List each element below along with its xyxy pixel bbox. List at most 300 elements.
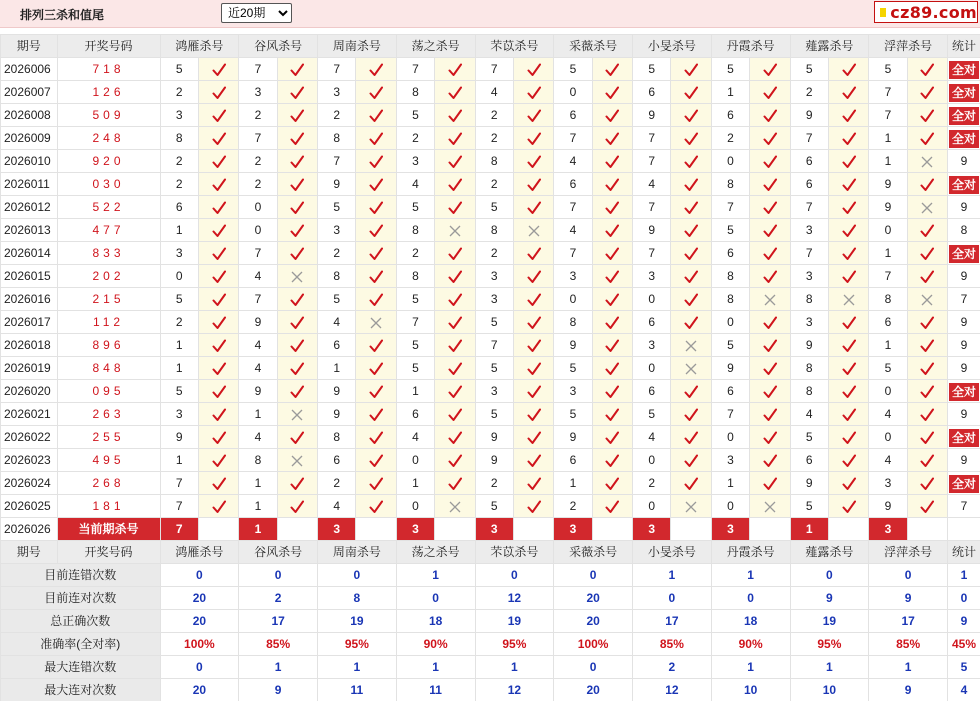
check-icon [842, 86, 856, 100]
check-icon [684, 109, 698, 123]
check-icon [448, 454, 462, 468]
kill-number-cell: 3 [160, 403, 198, 426]
issue-cell: 2026021 [1, 403, 58, 426]
stat-cell: 9 [948, 357, 980, 380]
cross-icon [291, 409, 303, 421]
kill-number-cell: 6 [790, 173, 828, 196]
stat-total: 45% [948, 633, 980, 656]
kill-number-cell: 2 [239, 104, 277, 127]
result-mark-cell [513, 150, 553, 173]
stat-value: 0 [633, 587, 712, 610]
kill-number-cell: 3 [475, 288, 513, 311]
check-icon [290, 339, 304, 353]
result-mark-cell [435, 288, 475, 311]
check-icon [605, 224, 619, 238]
kill-number-cell: 4 [396, 426, 434, 449]
stat-value: 18 [711, 610, 790, 633]
kill-number-cell: 1 [239, 472, 277, 495]
logo-square-icon [880, 8, 886, 17]
result-mark-cell [907, 58, 947, 81]
result-mark-cell [277, 495, 317, 518]
kill-number-cell: 9 [475, 449, 513, 472]
draw-number-cell: 833 [57, 242, 160, 265]
check-icon [842, 178, 856, 192]
issue-cell: 2026015 [1, 265, 58, 288]
kill-number-cell: 5 [396, 288, 434, 311]
result-mark-cell [907, 265, 947, 288]
kill-number-cell: 5 [475, 495, 513, 518]
current-kill-number: 7 [160, 518, 198, 541]
check-icon [212, 247, 226, 261]
kill-number-cell: 5 [475, 196, 513, 219]
kill-number-cell: 9 [239, 311, 277, 334]
result-mark-cell [513, 265, 553, 288]
check-icon [763, 201, 777, 215]
result-mark-cell [592, 58, 632, 81]
check-icon [369, 454, 383, 468]
stat-value: 100% [160, 633, 239, 656]
kill-number-cell: 5 [790, 58, 828, 81]
current-kill-number: 3 [633, 518, 671, 541]
result-mark-cell [592, 81, 632, 104]
stat-cell [948, 173, 980, 196]
result-mark-cell [277, 288, 317, 311]
kill-number-cell: 1 [869, 127, 907, 150]
result-mark-cell [435, 380, 475, 403]
kill-number-cell: 6 [869, 311, 907, 334]
result-mark-cell [277, 150, 317, 173]
kill-number-cell: 0 [633, 495, 671, 518]
check-icon [605, 454, 619, 468]
check-icon [212, 132, 226, 146]
kill-number-cell: 5 [790, 495, 828, 518]
kill-number-cell: 2 [318, 472, 356, 495]
check-icon [684, 247, 698, 261]
kill-number-cell: 1 [711, 81, 749, 104]
result-mark-cell [592, 219, 632, 242]
kill-number-cell: 0 [633, 357, 671, 380]
col-header-expert: 荡之杀号 [396, 541, 475, 564]
check-icon [763, 385, 777, 399]
kill-number-cell: 1 [160, 334, 198, 357]
col-header-expert: 芣苡杀号 [475, 35, 554, 58]
check-icon [920, 339, 934, 353]
table-row [1, 311, 980, 334]
kill-number-cell: 7 [554, 127, 592, 150]
kill-number-cell: 7 [633, 127, 671, 150]
kill-number-cell: 6 [633, 311, 671, 334]
stat-label: 最大连错次数 [1, 656, 161, 679]
result-mark-cell [198, 288, 238, 311]
header-row [1, 35, 980, 58]
check-icon [920, 132, 934, 146]
result-mark-cell [356, 403, 396, 426]
stat-cell [948, 380, 980, 403]
kill-number-cell: 5 [475, 357, 513, 380]
kill-number-cell: 6 [318, 334, 356, 357]
col-header-stat: 统计 [948, 35, 980, 58]
col-header-expert: 小旻杀号 [633, 541, 712, 564]
kill-number-cell: 1 [160, 357, 198, 380]
check-icon [369, 362, 383, 376]
kill-number-cell: 2 [318, 104, 356, 127]
result-mark-cell [592, 380, 632, 403]
current-kill-number: 3 [554, 518, 592, 541]
result-mark-cell [356, 357, 396, 380]
result-mark-cell [828, 357, 868, 380]
cross-icon [764, 294, 776, 306]
result-mark-cell [356, 196, 396, 219]
kill-number-cell: 3 [475, 265, 513, 288]
col-header-expert: 荡之杀号 [396, 35, 475, 58]
top-bar [0, 0, 980, 28]
result-mark-cell [513, 288, 553, 311]
kill-number-cell: 5 [396, 334, 434, 357]
check-icon [527, 477, 541, 491]
site-logo[interactable] [874, 1, 978, 23]
stat-cell: 9 [948, 449, 980, 472]
kill-number-cell: 5 [318, 196, 356, 219]
check-icon [448, 477, 462, 491]
kill-number-cell: 3 [475, 380, 513, 403]
result-mark-cell [671, 334, 711, 357]
kill-number-cell: 3 [869, 472, 907, 495]
result-mark-cell [750, 449, 790, 472]
kill-number-cell: 0 [633, 449, 671, 472]
check-icon [763, 63, 777, 77]
result-mark-cell [828, 104, 868, 127]
result-mark-cell [592, 104, 632, 127]
result-mark-cell [750, 288, 790, 311]
check-icon [684, 454, 698, 468]
result-mark-cell [198, 173, 238, 196]
kill-number-cell: 4 [633, 426, 671, 449]
kill-number-cell: 0 [869, 426, 907, 449]
kill-number-cell: 1 [239, 403, 277, 426]
result-mark-cell [907, 81, 947, 104]
col-header-number: 开奖号码 [57, 541, 160, 564]
result-mark-cell [671, 449, 711, 472]
stat-value: 1 [790, 656, 869, 679]
check-icon [527, 247, 541, 261]
kill-number-cell: 3 [396, 150, 434, 173]
check-icon [212, 316, 226, 330]
kill-number-cell: 4 [318, 495, 356, 518]
kill-number-cell: 7 [790, 127, 828, 150]
result-mark-cell [198, 219, 238, 242]
check-icon [605, 362, 619, 376]
result-mark-cell [435, 403, 475, 426]
col-header-expert: 芣苡杀号 [475, 541, 554, 564]
result-mark-cell [356, 426, 396, 449]
issue-cell: 2026020 [1, 380, 58, 403]
result-mark-cell [671, 472, 711, 495]
all-correct-badge: 全对 [949, 107, 979, 125]
result-mark-cell [198, 334, 238, 357]
stat-value: 0 [396, 587, 475, 610]
check-icon [527, 408, 541, 422]
stat-value: 10 [790, 679, 869, 701]
period-select[interactable] [221, 3, 292, 23]
stat-cell [948, 58, 980, 81]
kill-number-cell: 4 [239, 334, 277, 357]
issue-cell: 2026022 [1, 426, 58, 449]
current-blank-cell [198, 518, 238, 541]
stat-value: 1 [711, 564, 790, 587]
kill-number-cell: 0 [239, 196, 277, 219]
cross-icon [921, 202, 933, 214]
kill-number-cell: 6 [711, 242, 749, 265]
stat-total: 4 [948, 679, 980, 701]
kill-number-cell: 9 [869, 173, 907, 196]
stat-value: 12 [475, 679, 554, 701]
check-icon [290, 178, 304, 192]
cross-icon [685, 501, 697, 513]
result-mark-cell [592, 288, 632, 311]
kill-number-cell: 3 [239, 81, 277, 104]
col-header-expert: 丹霞杀号 [711, 541, 790, 564]
check-icon [369, 155, 383, 169]
issue-cell: 2026023 [1, 449, 58, 472]
stat-value: 1 [396, 656, 475, 679]
kill-number-cell: 0 [396, 449, 434, 472]
stat-label: 目前连对次数 [1, 587, 161, 610]
stat-value: 0 [711, 587, 790, 610]
kill-number-cell: 3 [790, 265, 828, 288]
stat-value: 1 [239, 656, 318, 679]
stat-cell: 9 [948, 196, 980, 219]
issue-cell: 2026012 [1, 196, 58, 219]
stat-value: 0 [318, 564, 397, 587]
draw-number-cell: 202 [57, 265, 160, 288]
kill-number-cell: 7 [633, 196, 671, 219]
kill-number-cell: 5 [711, 219, 749, 242]
check-icon [763, 408, 777, 422]
stat-cell: 9 [948, 265, 980, 288]
table-row [1, 265, 980, 288]
check-icon [684, 408, 698, 422]
check-icon [527, 293, 541, 307]
stat-row [1, 610, 980, 633]
check-icon [684, 86, 698, 100]
result-mark-cell [513, 472, 553, 495]
kill-number-cell: 0 [239, 219, 277, 242]
result-mark-cell [828, 150, 868, 173]
result-mark-cell [277, 104, 317, 127]
kill-number-cell: 6 [554, 104, 592, 127]
kill-number-cell: 7 [396, 58, 434, 81]
kill-number-cell: 7 [869, 104, 907, 127]
result-mark-cell [356, 311, 396, 334]
check-icon [605, 316, 619, 330]
kill-number-cell: 2 [160, 173, 198, 196]
stat-value: 19 [790, 610, 869, 633]
check-icon [763, 362, 777, 376]
all-correct-badge: 全对 [949, 383, 979, 401]
check-icon [763, 155, 777, 169]
kill-number-cell: 0 [711, 426, 749, 449]
check-icon [369, 224, 383, 238]
result-mark-cell [198, 242, 238, 265]
kill-number-cell: 7 [869, 265, 907, 288]
check-icon [212, 224, 226, 238]
kill-number-cell: 4 [554, 150, 592, 173]
page-title: 排列三杀和值尾 [20, 6, 104, 23]
result-mark-cell [435, 58, 475, 81]
check-icon [842, 155, 856, 169]
check-icon [920, 408, 934, 422]
check-icon [369, 178, 383, 192]
result-mark-cell [671, 495, 711, 518]
kill-number-cell: 8 [318, 265, 356, 288]
stat-cell: 7 [948, 495, 980, 518]
kill-number-cell: 2 [554, 495, 592, 518]
draw-number-cell: 477 [57, 219, 160, 242]
result-mark-cell [828, 219, 868, 242]
result-mark-cell [671, 403, 711, 426]
result-mark-cell [671, 311, 711, 334]
result-mark-cell [277, 58, 317, 81]
kill-number-cell: 5 [633, 58, 671, 81]
check-icon [920, 270, 934, 284]
check-icon [369, 477, 383, 491]
result-mark-cell [907, 311, 947, 334]
current-blank-cell [356, 518, 396, 541]
table-row [1, 288, 980, 311]
col-header-expert: 薤露杀号 [790, 541, 869, 564]
current-kill-number: 3 [318, 518, 356, 541]
kill-number-cell: 6 [633, 380, 671, 403]
result-mark-cell [198, 449, 238, 472]
all-correct-badge: 全对 [949, 245, 979, 263]
result-mark-cell [592, 357, 632, 380]
check-icon [212, 201, 226, 215]
kill-number-cell: 7 [554, 196, 592, 219]
check-icon [527, 63, 541, 77]
check-icon [842, 500, 856, 514]
result-mark-cell [356, 380, 396, 403]
kill-number-cell: 3 [318, 219, 356, 242]
stat-value: 85% [869, 633, 948, 656]
stat-value: 20 [160, 679, 239, 701]
result-mark-cell [198, 426, 238, 449]
result-mark-cell [592, 150, 632, 173]
issue-cell: 2026006 [1, 58, 58, 81]
check-icon [448, 247, 462, 261]
check-icon [527, 454, 541, 468]
result-mark-cell [828, 81, 868, 104]
check-icon [527, 201, 541, 215]
result-mark-cell [671, 127, 711, 150]
check-icon [448, 201, 462, 215]
col-header-issue: 期号 [1, 35, 58, 58]
result-mark-cell [356, 288, 396, 311]
kill-number-cell: 7 [160, 472, 198, 495]
result-mark-cell [356, 150, 396, 173]
kill-number-cell: 5 [160, 58, 198, 81]
table-row [1, 495, 980, 518]
kill-number-cell: 1 [396, 472, 434, 495]
result-mark-cell [513, 426, 553, 449]
result-mark-cell [907, 403, 947, 426]
kill-number-cell: 3 [711, 449, 749, 472]
stat-value: 0 [160, 564, 239, 587]
result-mark-cell [750, 173, 790, 196]
check-icon [842, 132, 856, 146]
check-icon [920, 86, 934, 100]
kill-number-cell: 0 [869, 380, 907, 403]
stat-value: 95% [475, 633, 554, 656]
kill-number-cell: 4 [396, 173, 434, 196]
check-icon [448, 155, 462, 169]
check-icon [290, 362, 304, 376]
kill-number-cell: 2 [475, 472, 513, 495]
result-mark-cell [750, 127, 790, 150]
current-kill-number: 1 [239, 518, 277, 541]
result-mark-cell [592, 311, 632, 334]
kill-number-cell: 4 [633, 173, 671, 196]
check-icon [605, 431, 619, 445]
kill-number-cell: 4 [318, 311, 356, 334]
stat-total: 0 [948, 587, 980, 610]
stat-cell [948, 104, 980, 127]
check-icon [605, 270, 619, 284]
draw-number-cell: 848 [57, 357, 160, 380]
result-mark-cell [513, 196, 553, 219]
check-icon [369, 500, 383, 514]
result-mark-cell [356, 104, 396, 127]
draw-number-cell: 215 [57, 288, 160, 311]
check-icon [290, 109, 304, 123]
kill-number-cell: 0 [160, 265, 198, 288]
issue-cell: 2026016 [1, 288, 58, 311]
result-mark-cell [435, 127, 475, 150]
kill-number-cell: 4 [239, 265, 277, 288]
draw-number-cell: 112 [57, 311, 160, 334]
current-blank-cell [671, 518, 711, 541]
kill-number-cell: 7 [239, 58, 277, 81]
kill-number-cell: 8 [160, 127, 198, 150]
result-mark-cell [356, 219, 396, 242]
stat-value: 20 [160, 610, 239, 633]
kill-number-cell: 7 [239, 288, 277, 311]
kill-number-cell: 5 [633, 403, 671, 426]
kill-number-cell: 7 [790, 196, 828, 219]
kill-number-cell: 3 [790, 219, 828, 242]
stat-row [1, 679, 980, 701]
stat-value: 8 [318, 587, 397, 610]
result-mark-cell [356, 472, 396, 495]
col-header-expert: 鸿雁杀号 [160, 541, 239, 564]
kill-number-cell: 6 [711, 104, 749, 127]
kill-number-cell: 1 [396, 380, 434, 403]
result-mark-cell [356, 173, 396, 196]
kill-number-cell: 6 [160, 196, 198, 219]
kill-number-cell: 2 [475, 127, 513, 150]
kill-number-cell: 3 [554, 380, 592, 403]
result-mark-cell [671, 196, 711, 219]
kill-number-cell: 4 [869, 403, 907, 426]
kill-number-cell: 0 [711, 150, 749, 173]
result-mark-cell [198, 196, 238, 219]
kill-number-cell: 2 [790, 81, 828, 104]
result-mark-cell [513, 81, 553, 104]
kill-number-cell: 3 [554, 265, 592, 288]
current-kill-number: 3 [711, 518, 749, 541]
result-mark-cell [592, 426, 632, 449]
check-icon [448, 293, 462, 307]
check-icon [605, 385, 619, 399]
